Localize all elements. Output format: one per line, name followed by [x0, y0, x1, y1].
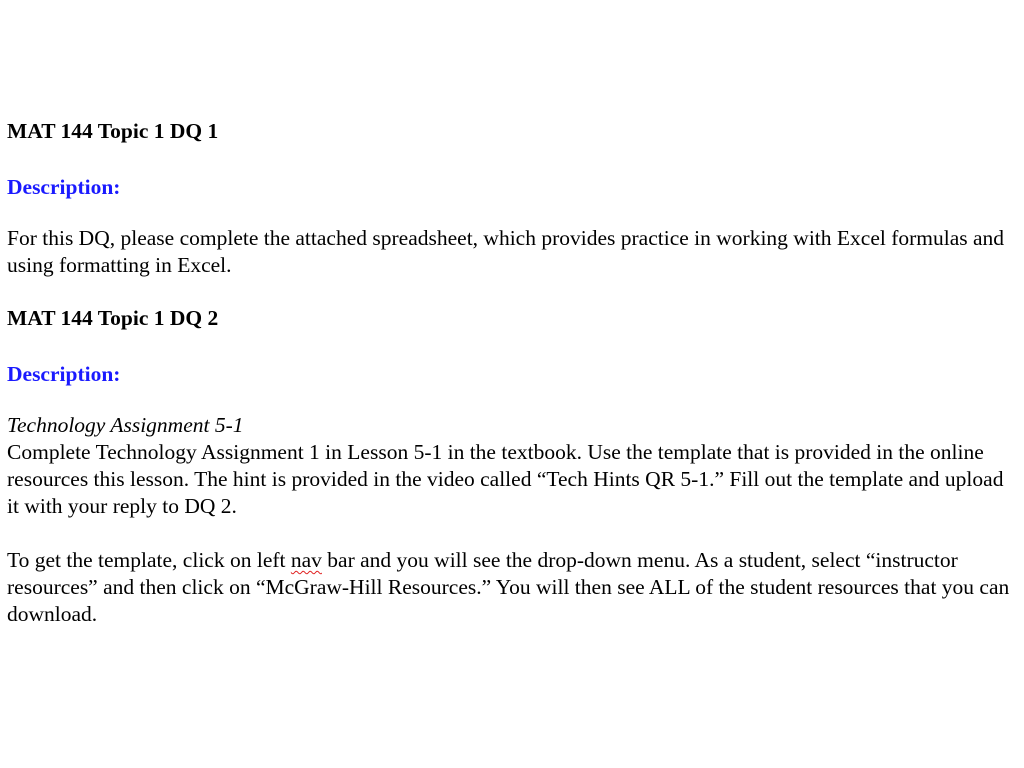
dq2-assignment-title: Technology Assignment 5-1 [7, 413, 244, 437]
dq2-instructions-before: To get the template, click on left [7, 548, 286, 572]
dq2-description-label: Description: [7, 362, 121, 386]
dq2-body: Complete Technology Assignment 1 in Lesson 5-1 in the textbook. Use the template that is provided in the online resources this lesson. The hint is provided in the video called “Tech Hints QR 5-1.” Fill out the template and upload it with your reply to DQ 2. [7, 440, 1004, 518]
dq2-instructions-after: bar and you will see the drop-down menu. As a student, select “instructor resources” and then click on “McGraw-Hill Resources.” You will then see ALL of the student resources that you can download. [7, 548, 1010, 626]
spellcheck-flagged-word: nav [290, 548, 322, 572]
dq1-heading: MAT 144 Topic 1 DQ 1 [7, 119, 219, 143]
document-body [7, 118, 1019, 628]
dq1-description-label: Description: [7, 175, 121, 199]
dq2-instructions [7, 547, 1019, 628]
dq2-heading: MAT 144 Topic 1 DQ 2 [7, 306, 219, 330]
dq1-body: For this DQ, please complete the attached spreadsheet, which provides practice in working with Excel formulas and using formatting in Excel. [7, 226, 1005, 277]
